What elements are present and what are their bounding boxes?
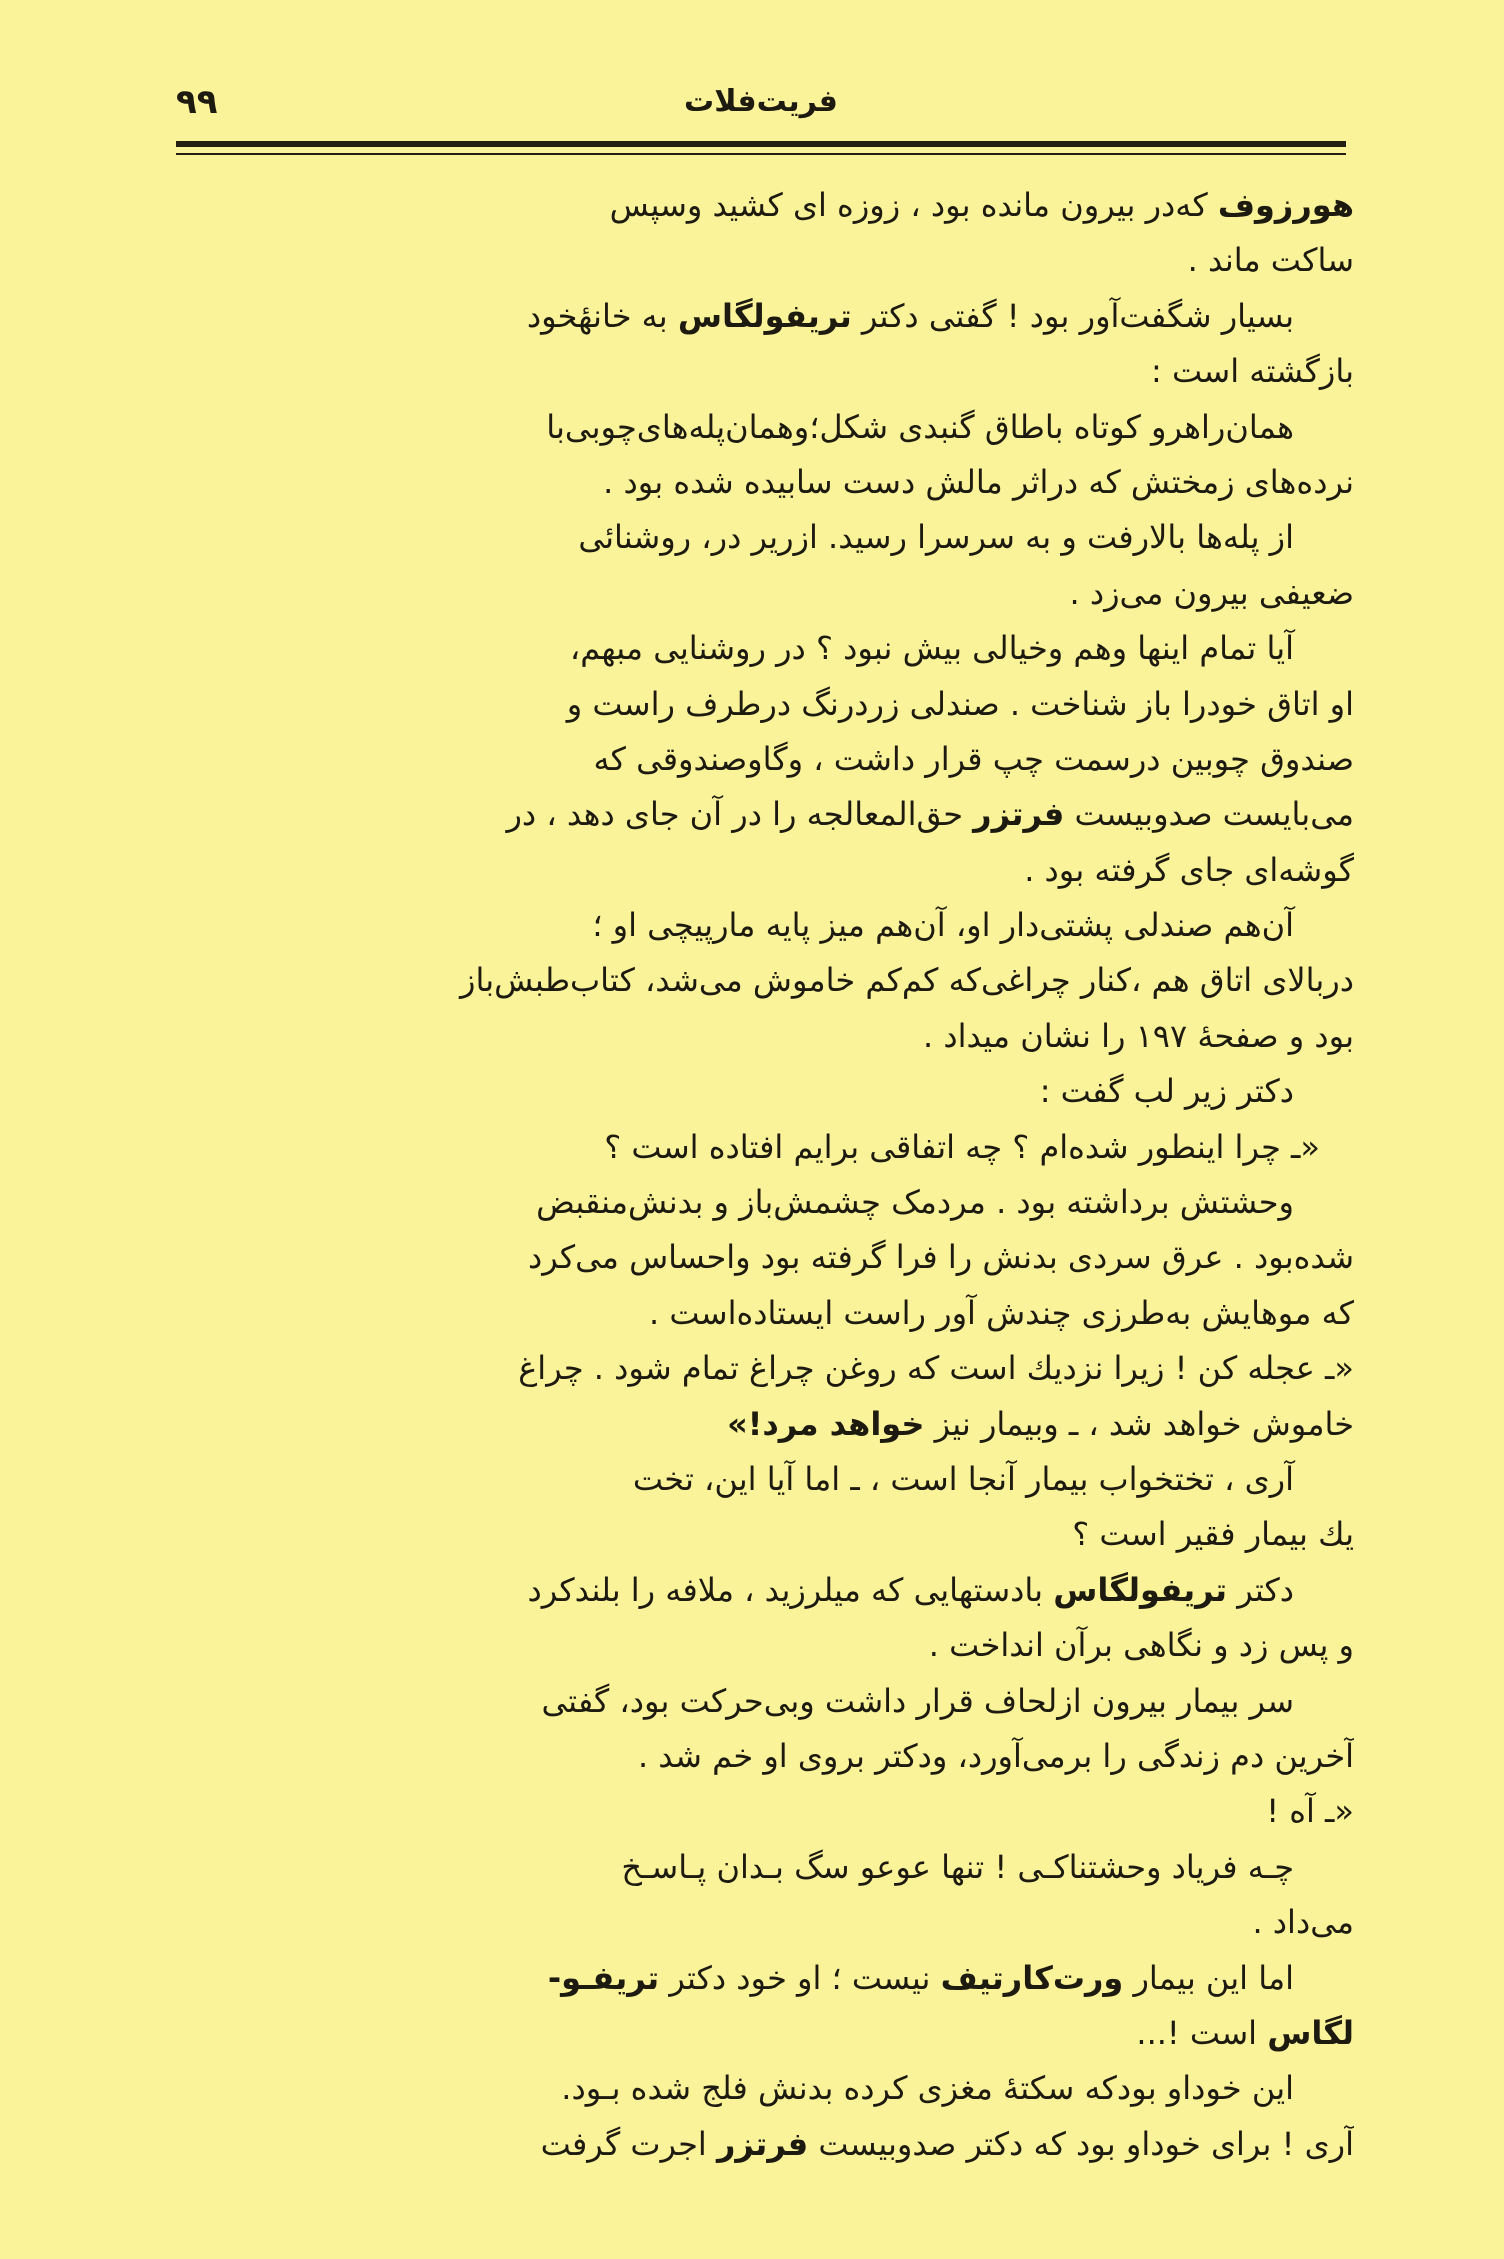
text-run: دربالای اتاق هم ،کنار چراغی‌که کم‌کم خاموش می‌شد، کتاب‌طبش‌باز <box>460 961 1354 1000</box>
running-title: فریت‌فلات <box>684 84 838 119</box>
text-line <box>176 1230 1354 1285</box>
text-line <box>176 1563 1354 1618</box>
bold-name: ورت‌کارتیف <box>940 1958 1124 1997</box>
text-line <box>176 510 1354 565</box>
text-run: ساکت ماند . <box>1187 241 1354 280</box>
text-line <box>176 178 1354 233</box>
header-rule-thin <box>176 153 1346 155</box>
text-line <box>176 1120 1354 1175</box>
text-line <box>176 1175 1354 1230</box>
text-run: آن‌هم صندلی پشتی‌دار او، آن‌هم میز پایه مارپیچی او ؛ <box>592 906 1294 945</box>
text-run: که‌در بیرون مانده بود ، زوزه ای کشید وسپس <box>609 186 1218 224</box>
text-line <box>176 400 1354 455</box>
text-run: وحشتش برداشته بود . مردمک چشمش‌باز و بدنش‌منقبض <box>536 1183 1294 1222</box>
text-line <box>176 566 1354 621</box>
text-run: می‌داد . <box>1252 1903 1354 1942</box>
text-line <box>176 455 1354 510</box>
text-line <box>176 953 1354 1008</box>
text-line <box>176 1674 1354 1729</box>
text-run: که موهایش به‌طرزی چندش آور راست ایستاده‌است . <box>648 1293 1354 1332</box>
text-run: آری ! برای خوداو بود که دکتر صدوبیست <box>808 2124 1354 2163</box>
text-line <box>176 1840 1354 1895</box>
text-line <box>176 1397 1354 1452</box>
body-text <box>176 178 1354 2172</box>
text-line <box>176 1452 1354 1507</box>
text-run: نیست ؛ او خود دکتر <box>659 1958 941 1997</box>
text-run: سر بیمار بیرون ازلحاف قرار داشت وبی‌حرکت بود، گفتی <box>541 1681 1294 1720</box>
text-line <box>176 2061 1354 2116</box>
text-run: بادستهایی که میلرزید ، ملافه را بلندکرد <box>527 1570 1054 1609</box>
text-line <box>176 1951 1354 2006</box>
text-line <box>176 233 1354 288</box>
text-line <box>176 1784 1354 1839</box>
bold-name: خواهد مرد!» <box>727 1404 925 1443</box>
text-run: ضعیفی بیرون می‌زد . <box>1069 573 1354 612</box>
text-line <box>176 898 1354 953</box>
bold-name: فرتزر <box>716 2124 809 2163</box>
text-run: اما این بیمار <box>1123 1958 1294 1997</box>
text-run: بازگشته است : <box>1151 352 1354 391</box>
text-run: دکتر <box>1227 1570 1294 1609</box>
text-line <box>176 1618 1354 1673</box>
text-run: اجرت گرفت <box>540 2124 717 2163</box>
text-run: است !... <box>1136 2013 1268 2052</box>
bold-name: تریفولگاس <box>1053 1570 1228 1609</box>
page-number: ۹۹ <box>176 82 218 122</box>
text-run: می‌بایست صدوبیست <box>1064 795 1354 834</box>
text-run: «ـ چرا اینطور شده‌ام ؟ چه اتفاقی برایم افتاده است ؟ <box>604 1127 1320 1166</box>
text-line <box>176 1286 1354 1341</box>
text-run: دکتر زیر لب گفت : <box>1039 1072 1294 1111</box>
text-run: بسیار شگفت‌آور بود ! گفتی دکتر <box>851 296 1294 335</box>
bold-name: هورزوف <box>1217 186 1354 224</box>
text-line <box>176 732 1354 787</box>
text-run: به خانهٔخود <box>526 296 678 335</box>
text-line <box>176 843 1354 898</box>
text-line <box>176 1341 1354 1396</box>
text-run: «ـ عجله کن ! زیرا نزدیك است که روغن چراغ تمام شود . چراغ <box>518 1349 1354 1388</box>
page-header <box>176 78 1346 148</box>
text-line <box>176 289 1354 344</box>
text-run: یك بیمار فقیر است ؟ <box>1072 1515 1354 1554</box>
text-line <box>176 1729 1354 1784</box>
text-run: گوشه‌ای جای گرفته بود . <box>1024 850 1354 889</box>
text-line <box>176 1507 1354 1562</box>
bold-name: تریفولگاس <box>677 296 852 335</box>
text-run: «ـ آه ! <box>1266 1792 1354 1831</box>
text-line <box>176 677 1354 732</box>
text-line <box>176 787 1354 842</box>
text-run: بود و صفحهٔ ۱۹۷ را نشان میداد . <box>922 1016 1354 1055</box>
text-run: حق‌المعالجه را در آن جای دهد ، در <box>506 795 974 834</box>
text-run: صندوق چوبین درسمت چپ قرار داشت ، وگاوصندوقی که <box>593 739 1354 778</box>
text-line <box>176 2006 1354 2061</box>
bold-name: لگاس <box>1267 2013 1354 2052</box>
text-run: شده‌بود . عرق سردی بدنش را فرا گرفته بود واحساس می‌کرد <box>527 1238 1354 1277</box>
text-run: آخرین دم زندگی را برمی‌آورد، ودکتر بروی او خم شد . <box>637 1736 1354 1775</box>
header-rule-thick <box>176 141 1346 147</box>
text-line <box>176 621 1354 676</box>
bold-name: تریفـو- <box>547 1958 660 1997</box>
text-run: از پله‌ها بالارفت و به سرسرا رسید. ازریر در، روشنائی <box>578 518 1294 557</box>
text-run: نرده‌های زمختش که دراثر مالش دست سابیده شده بود . <box>603 462 1354 501</box>
text-run: همان‌راهرو کوتاه باطاق گنبدی شکل؛وهمان‌پله‌های‌چوبی‌با <box>546 407 1294 446</box>
text-run: آیا تمام اینها وهم وخیالی بیش نبود ؟ در روشنایی مبهم، <box>569 629 1294 668</box>
text-run: چـه فریاد وحشتناکـی ! تنها عوعو سگ بـدان پـاسـخ <box>621 1847 1294 1886</box>
text-run: خاموش خواهد شد ، ـ وبیمار نیز <box>924 1404 1354 1443</box>
text-line <box>176 2117 1354 2172</box>
text-run: او اتاق خودرا باز شناخت . صندلی زردرنگ درطرف راست و <box>566 684 1354 723</box>
text-line <box>176 1895 1354 1950</box>
text-run: آری ، تختخواب بیمار آنجا است ، ـ اما آیا این، تخت <box>632 1459 1294 1498</box>
text-run: و پس زد و نگاهی برآن انداخت . <box>928 1626 1354 1665</box>
bold-name: فرتزر <box>973 795 1065 834</box>
text-line <box>176 1064 1354 1119</box>
text-line <box>176 344 1354 399</box>
text-run: این خوداو بودکه سکتهٔ مغزی کرده بدنش فلج شده بـود. <box>561 2069 1294 2108</box>
text-line <box>176 1009 1354 1064</box>
